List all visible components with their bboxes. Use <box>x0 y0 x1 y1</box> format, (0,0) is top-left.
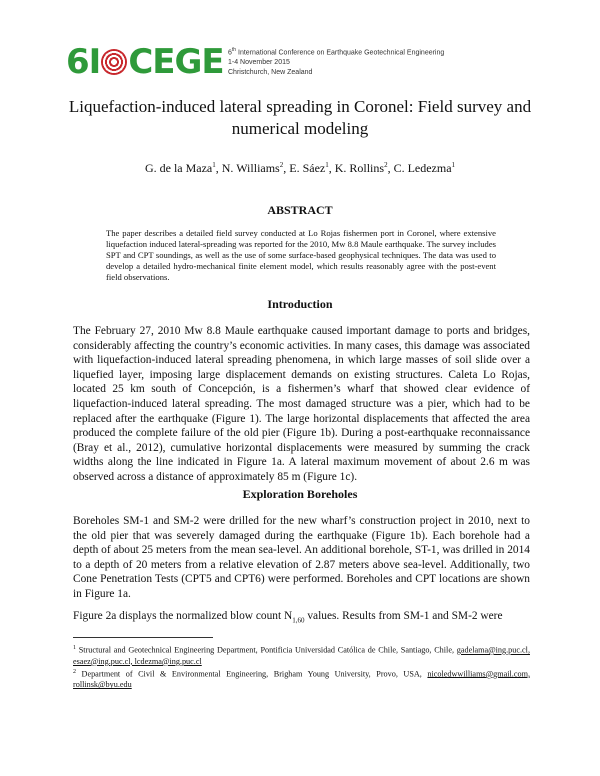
conference-logo <box>66 42 224 82</box>
logo-letter-i: I <box>88 42 101 82</box>
footnote-divider <box>73 637 213 638</box>
conference-location: Christchurch, New Zealand <box>228 69 313 77</box>
conference-info <box>228 45 444 78</box>
logo-text-left: 6 <box>66 42 89 82</box>
conference-name: 6th International Conference on Earthquake Geotechnical Engineering <box>228 47 445 57</box>
abstract-heading: ABSTRACT <box>267 203 333 217</box>
abstract-text: The paper describes a detailed field survey conducted at Lo Rojas fishermen port in Coronel, where extensive liquefaction induced lateral-spreading was reported for the 2010, Mw 8.8 Maule earthquake. The survey includes SPT and CPT soundings, as well as the use of some surface-based geophysical techniques. The data was used to develop a detailed hydro-mechanical finite element model, which results reasonably agree with the post-event field observations. <box>106 228 496 283</box>
introduction-paragraph: The February 27, 2010 Mw 8.8 Maule earthquake caused important damage to ports and bridges, considerably affecting the country’s economic activities. In many cases, this damage was associated with liquefaction-induced lateral spreading phenomena, in which large masses of soil slide over a liquefied layer, imposing large displacement demands on existing structures. Caleta Lo Rojas, located 25 km south of Concepción, is a fishermen’s wharf that showed clear evidence of liquefaction-induced lateral spreading. The most damaged structure was a pier, which had to be replaced after the earthquake (Figure 1). The large horizontal displacements that affected the area produced the complete failure of the old pier (Figure 1b). During a post-earthquake reconnaissance (Bray et al., 2012), cumulative horizontal displacements were measured by summing the crack widths along the line indicated in Figure 1a. A lateral maximum movement of about 2.6 m was observed across a distance of approximately 85 m (Figure 1c). <box>73 325 530 483</box>
author: E. Sáez$^1$ <box>289 161 329 175</box>
footnote-1: $^1$ Structural and Geotechnical Engineering Department, Pontificia Universidad Católica de Chile, Santiago, Chile, gadelama@ing.puc.cl, esaez@ing.puc.cl, lcdezma@ing.puc.cl <box>73 645 530 666</box>
conference-dates: 1-4 November 2015 <box>228 59 290 67</box>
author: G. de la Maza$^1$ <box>144 161 216 175</box>
footnotes <box>73 643 530 690</box>
author: N. Williams$^2$ <box>221 161 284 175</box>
target-ring-icon <box>101 49 127 75</box>
author-list: G. de la Maza$^1$, N. Williams$^2$, E. Sáez$^1$, K. Rollins$^2$, C. Ledezma$^1$ <box>144 161 456 175</box>
paper-title: Liquefaction-induced lateral spreading in Coronel: Field survey and numerical modeling <box>68 97 532 138</box>
author: C. Ledezma$^1$ <box>393 161 456 175</box>
boreholes-paragraph-2: Figure 2a displays the normalized blow count $N_{1,60}$ values. Results from SM-1 and SM-2 were <box>73 610 503 625</box>
introduction-heading: Introduction <box>267 297 333 311</box>
footnote-2-emails[interactable]: nicoledwwilliams@gmail.com, rollinsk@byu.edu <box>73 669 530 690</box>
boreholes-heading: Exploration Boreholes <box>242 487 358 501</box>
logo-text-right: CEGE <box>128 42 224 82</box>
author: K. Rollins$^2$ <box>334 161 388 175</box>
footnote-1-emails[interactable]: gadelama@ing.puc.cl, esaez@ing.puc.cl, lcdezma@ing.puc.cl <box>73 645 530 666</box>
footnote-2: $^2$ Department of Civil & Environmental Engineering, Brigham Young University, Provo, USA, nicoledwwilliams@gmail.com, rollinsk@byu.edu <box>73 668 530 690</box>
boreholes-paragraph: Boreholes SM-1 and SM-2 were drilled for the new wharf’s construction project in 2010, next to the old pier that was severely damaged during the earthquake (Figure 1b). Each borehole had a depth of about 25 meters from the mean sea-level. An additional borehole, ST-1, was drilled in 2014 to a depth of 20 meters from a relative elevation of 2.87 meters above sea-level. Additionally, two Cone Penetration Tests (CPT5 and CPT6) were performed. Boreholes and CPT locations are shown in Figure 1a. <box>73 515 530 600</box>
